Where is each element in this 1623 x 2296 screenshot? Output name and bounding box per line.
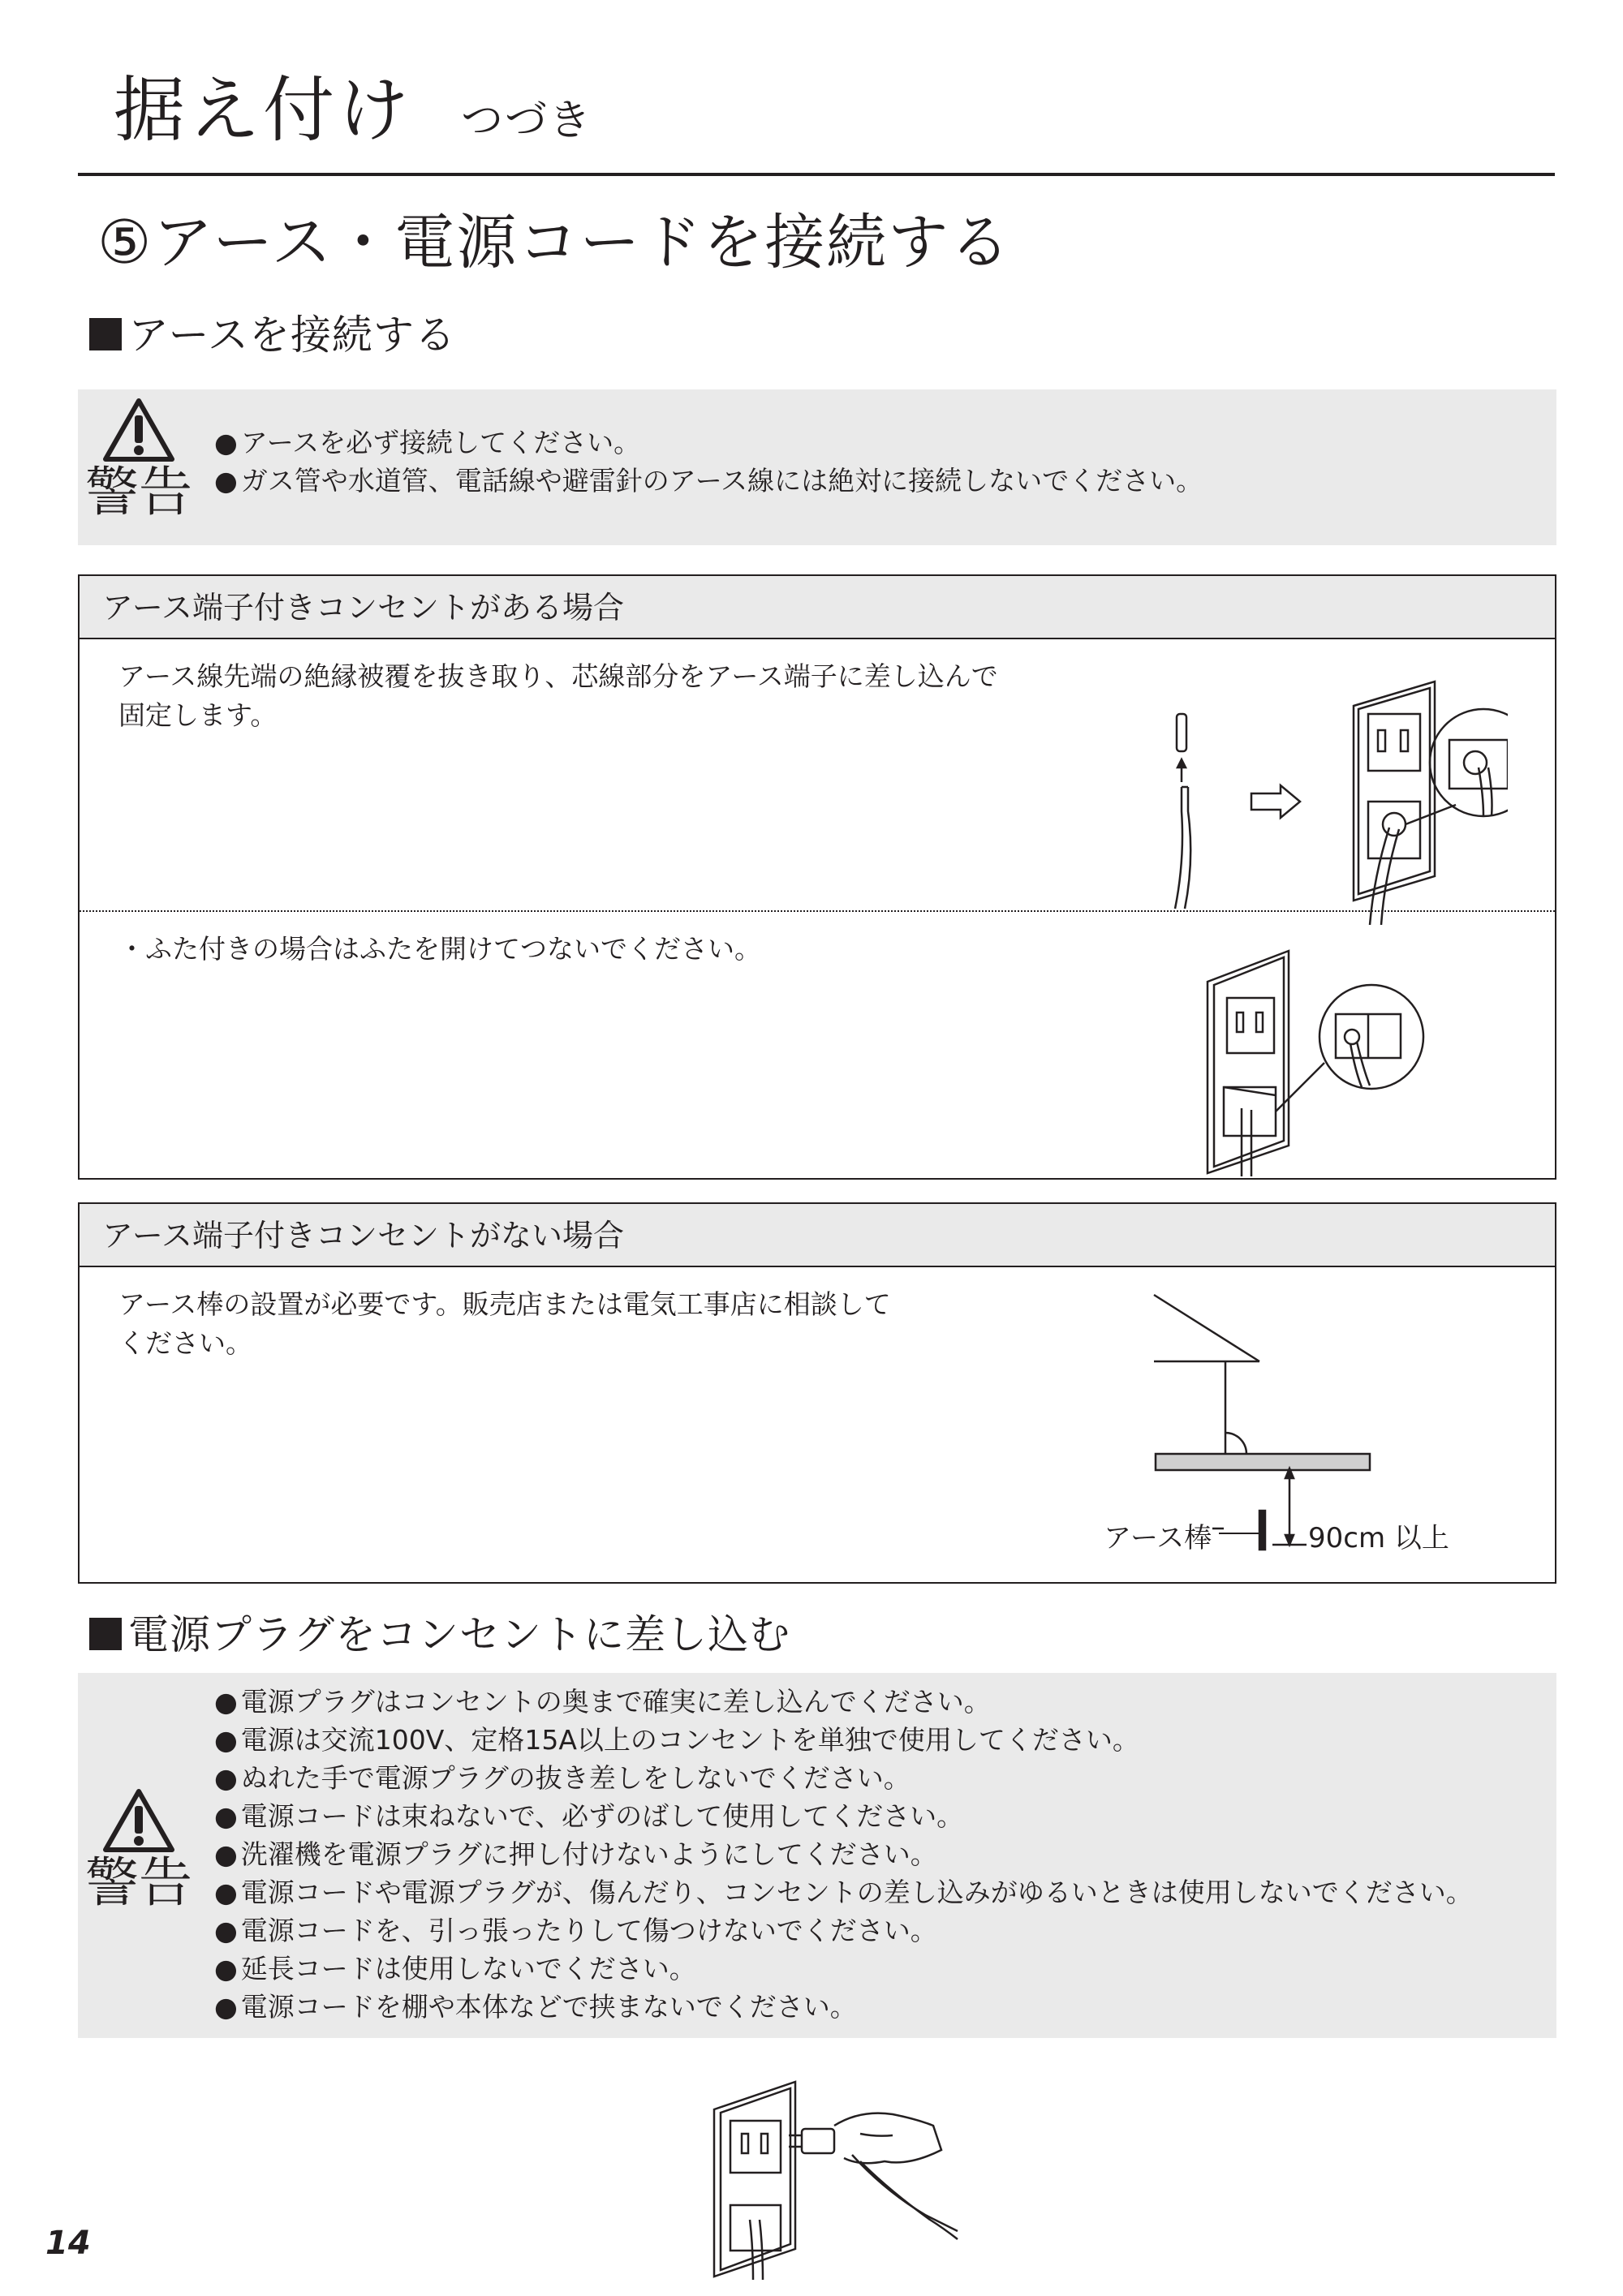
depth-label: 90cm 以上 [1308, 1522, 1449, 1554]
right-arrow-icon [1251, 785, 1300, 818]
leader-line [1219, 1533, 1259, 1534]
wire-drawing [1175, 714, 1190, 909]
warning-triangle-icon [102, 1788, 175, 1853]
list-item: ● 電源プラグはコンセントの奥まで確実に差し込んでください。 [214, 1683, 1473, 1721]
case-with-terminal-header: アース端子付きコンセントがある場合 [80, 576, 1555, 639]
page-title-sub: つづき [461, 97, 593, 145]
warning-label: 警告 [85, 1851, 192, 1914]
list-item: ● ガス管や水道管、電話線や避雷針のアース線には絶対に接続しないでください。 [214, 462, 1203, 500]
case-with-terminal-note: ・ふた付きの場合はふたを開けてつないでください。 [118, 933, 761, 965]
page-number: 14 [45, 2225, 91, 2262]
outlet-drawing [1354, 681, 1508, 925]
lidded-outlet-drawing [1208, 951, 1423, 1176]
case-without-terminal-header: アース端子付きコンセントがない場合 [80, 1204, 1555, 1267]
earth-heading-text: アースを接続する [128, 312, 456, 359]
list-item: ● 電源コードを、引っ張ったりして傷つけないでください。 [214, 1911, 1473, 1950]
square-bullet-icon [89, 1618, 122, 1650]
earth-heading [89, 312, 456, 359]
text-line: アース棒の設置が必要です。販売店または電気工事店に相談して [118, 1288, 891, 1320]
list-item: ● 延長コードは使用しないでください。 [214, 1950, 1473, 1988]
list-item: ● ぬれた手で電源プラグの抜き差しをしないでください。 [214, 1759, 1473, 1797]
page-title-main: 据え付け [114, 68, 413, 152]
power-warning-list [214, 1683, 1473, 2026]
earth-warning-box [78, 389, 1556, 545]
text-line: 固定します。 [118, 699, 278, 731]
square-bullet-icon [89, 318, 122, 350]
case-with-terminal-box [78, 574, 1556, 1180]
earth-warning-icon-group [78, 398, 200, 523]
text-line: アース線先端の絶縁被覆を抜き取り、芯線部分をアース端子に差し込んで [118, 660, 998, 692]
earth-rod-label: アース棒 [1104, 1522, 1212, 1554]
case-with-terminal-text [118, 657, 998, 735]
list-item: ● 洗濯機を電源プラグに押し付けないようにしてください。 [214, 1835, 1473, 1873]
earth-rod-figure [1134, 1285, 1378, 1553]
list-item: ● 電源は交流100V、定格15A以上のコンセントを単独で使用してください。 [214, 1721, 1473, 1759]
earth-rod-drawing [1154, 1295, 1370, 1550]
dotted-divider [80, 910, 1555, 912]
plug-drawing [714, 2082, 958, 2280]
earth-warning-list [214, 424, 1203, 500]
power-heading [89, 1611, 790, 1658]
plug-insertion-figure [698, 2077, 974, 2280]
warning-triangle-icon [102, 398, 175, 462]
power-warning-icon-group [78, 1788, 200, 1914]
case-without-terminal-text [118, 1285, 891, 1363]
case-without-terminal-box [78, 1202, 1556, 1584]
power-warning-box [78, 1673, 1556, 2038]
title-rule [78, 173, 1555, 176]
lidded-outlet-figure [1191, 933, 1516, 1176]
earth-wire-connection-figure [1053, 665, 1508, 925]
list-item: ● 電源コードを棚や本体などで挟まないでください。 [214, 1988, 1473, 2026]
section-title: ⑤アース・電源コードを接続する [97, 208, 1012, 277]
list-item: ● アースを必ず接続してください。 [214, 424, 1203, 462]
list-item: ● 電源コードや電源プラグが、傷んだり、コンセントの差し込みがゆるいときは使用しないでください。 [214, 1873, 1473, 1911]
power-heading-text: 電源プラグをコンセントに差し込む [128, 1611, 790, 1658]
list-item: ● 電源コードは束ねないで、必ずのばして使用してください。 [214, 1797, 1473, 1835]
page-title [114, 68, 593, 152]
warning-label: 警告 [85, 461, 192, 523]
text-line: ください。 [118, 1327, 252, 1359]
